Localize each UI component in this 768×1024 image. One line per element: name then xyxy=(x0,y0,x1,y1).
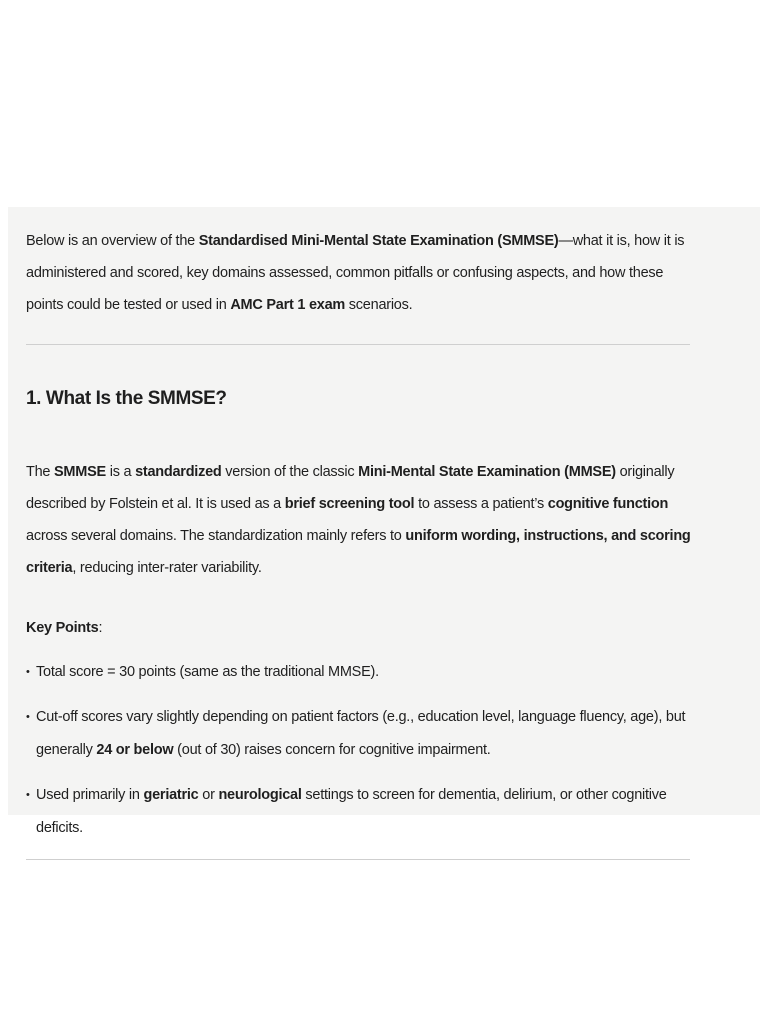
list-item: • Cut-off scores vary slightly depending on patient factors (e.g., education level, language fluency, age), but generally 24 or below (out of 30) raises concern for cognitive impairment. xyxy=(26,701,694,767)
section-heading: 1. What Is the SMMSE? xyxy=(26,388,227,409)
bullet-icon: • xyxy=(26,666,30,678)
bullet-icon: • xyxy=(26,789,30,801)
divider xyxy=(26,344,690,345)
bullet-icon: • xyxy=(26,711,30,723)
document-panel xyxy=(8,207,760,836)
key-points-list xyxy=(26,656,694,845)
list-item: • Total score = 30 points (same as the traditional MMSE). xyxy=(26,656,694,689)
divider xyxy=(26,859,690,860)
intro-paragraph: Below is an overview of the Standardised Mini-Mental State Examination (SMMSE)—what it is, how it is administered and scored, key domains assessed, common pitfalls or confusing aspects, and how these points could be tested or used in AMC Part 1 exam scenarios. xyxy=(26,233,685,313)
definition-paragraph: The SMMSE is a standardized version of the classic Mini-Mental State Examination (MMSE) originally described by Folstein et al. It is used as a brief screening tool to assess a patient’s cognitive function across several domains. The standardization mainly refers to uniform wording, instructions, and scoring criteria, reducing inter-rater variability. xyxy=(26,464,691,576)
document-content xyxy=(26,225,694,860)
key-points-label: Key Points: xyxy=(26,620,103,636)
list-item: • Used primarily in geriatric or neurological settings to screen for dementia, delirium, or other cognitive deficits. xyxy=(26,779,694,845)
